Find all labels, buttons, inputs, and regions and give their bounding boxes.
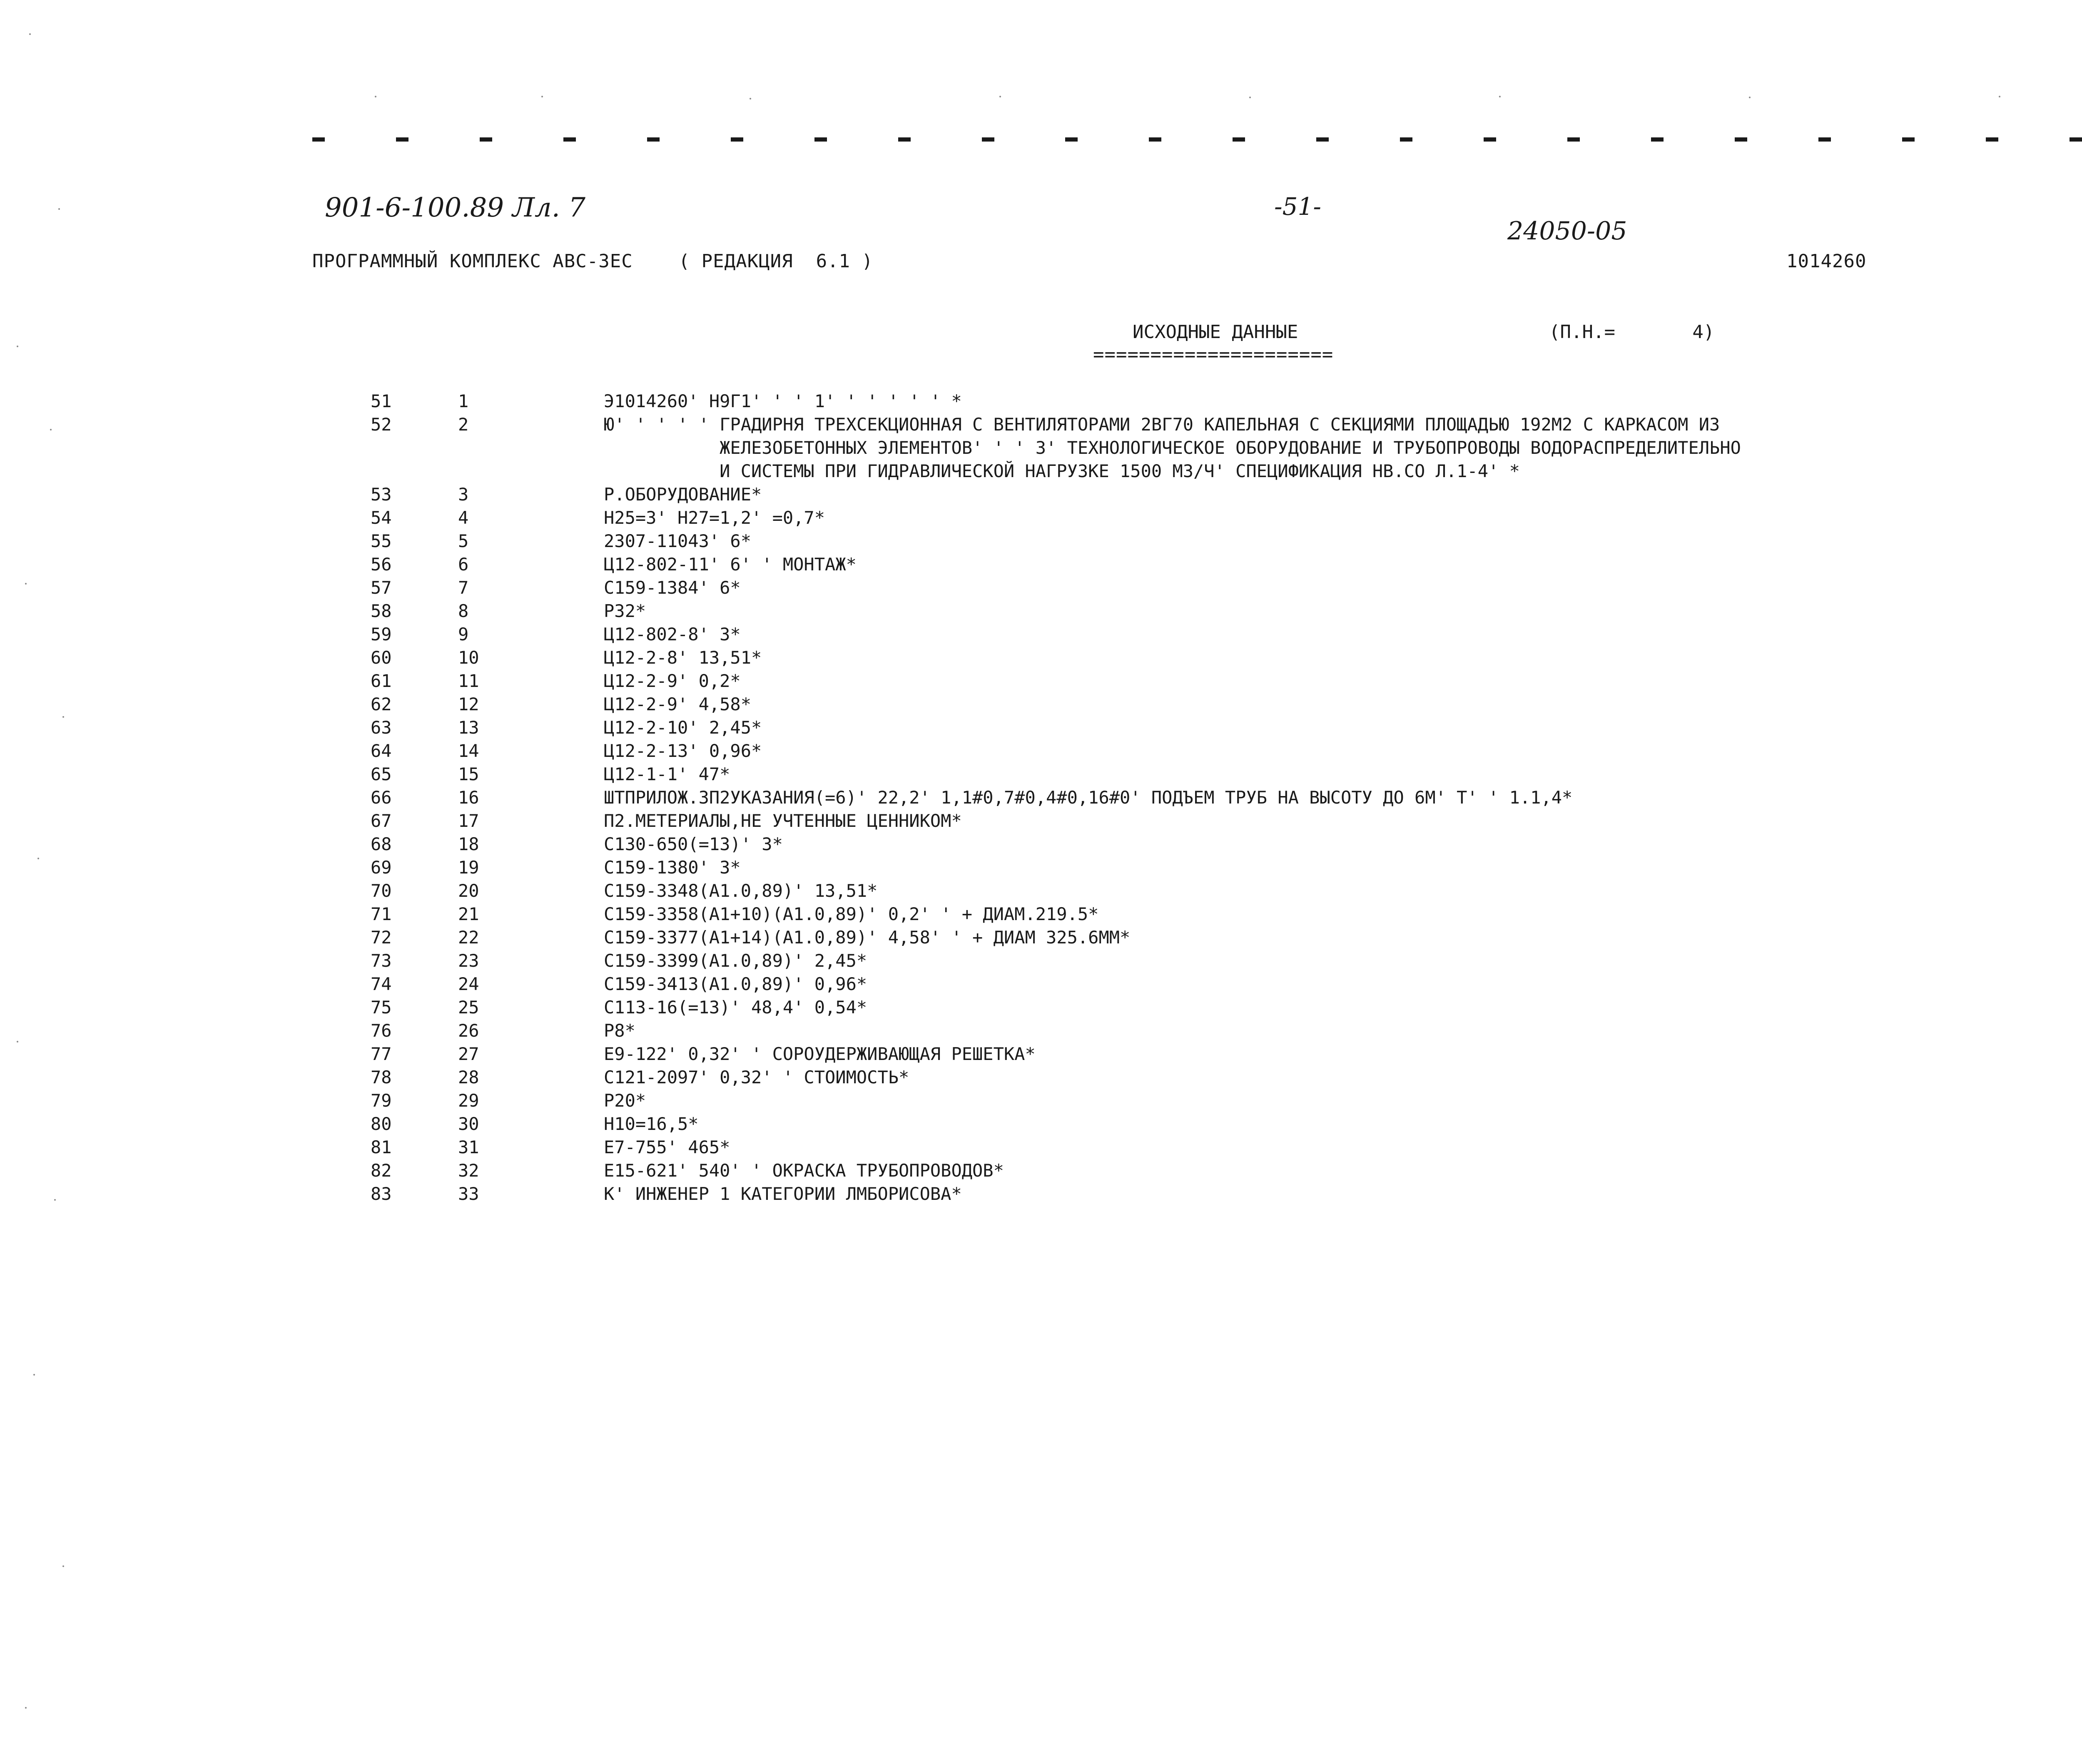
row-text bbox=[604, 833, 2082, 856]
source-data-listing bbox=[0, 390, 2082, 1206]
row-text bbox=[604, 1042, 2082, 1066]
dash-mark bbox=[898, 137, 911, 142]
scan-speck bbox=[62, 716, 64, 718]
row-index: 12 bbox=[458, 694, 479, 714]
row-text bbox=[604, 903, 2082, 926]
table-row bbox=[0, 996, 2082, 1019]
row-index: 15 bbox=[458, 764, 479, 784]
row-text-line: С113-16(=13)' 48,4' 0,54* bbox=[604, 997, 867, 1018]
row-index: 11 bbox=[458, 671, 479, 691]
row-index: 19 bbox=[458, 857, 479, 878]
row-number: 51 bbox=[371, 391, 392, 411]
dash-mark bbox=[396, 137, 408, 142]
row-index: 30 bbox=[458, 1114, 479, 1134]
row-index: 10 bbox=[458, 647, 479, 668]
table-row bbox=[0, 1019, 2082, 1042]
row-text bbox=[604, 1136, 2082, 1159]
row-text-line: С159-3377(А1+14)(А1.0,89)' 4,58' ' + ДИАМ 325.6ММ* bbox=[604, 927, 1131, 948]
row-text-line: Ц12-2-8' 13,51* bbox=[604, 647, 762, 668]
scan-speck bbox=[375, 96, 376, 97]
row-number: 71 bbox=[371, 904, 392, 924]
row-text bbox=[604, 716, 2082, 739]
table-row bbox=[0, 739, 2082, 763]
row-number: 63 bbox=[371, 717, 392, 738]
row-number: 73 bbox=[371, 950, 392, 971]
row-text bbox=[604, 693, 2082, 716]
row-text bbox=[604, 926, 2082, 949]
table-row bbox=[0, 623, 2082, 646]
scan-speck bbox=[29, 33, 31, 35]
table-row bbox=[0, 483, 2082, 506]
row-text-line: Н25=3' Н27=1,2' =0,7* bbox=[604, 508, 825, 528]
row-text bbox=[604, 739, 2082, 763]
row-text bbox=[604, 576, 2082, 600]
row-text-line: Е15-621' 540' ' ОКРАСКА ТРУБОПРОВОДОВ* bbox=[604, 1160, 1004, 1181]
dash-mark bbox=[1735, 137, 1747, 142]
dash-mark bbox=[647, 137, 660, 142]
row-index: 14 bbox=[458, 741, 479, 761]
table-row bbox=[0, 646, 2082, 669]
row-text-line: С159-3413(А1.0,89)' 0,96* bbox=[604, 974, 867, 994]
row-text bbox=[604, 600, 2082, 623]
scan-speck bbox=[541, 96, 543, 97]
row-number: 59 bbox=[371, 624, 392, 644]
row-text-line: Ц12-802-11' 6' ' МОНТАЖ* bbox=[604, 554, 857, 575]
row-number: 64 bbox=[371, 741, 392, 761]
row-number: 54 bbox=[371, 508, 392, 528]
dash-mark bbox=[1484, 137, 1496, 142]
row-index: 23 bbox=[458, 950, 479, 971]
scan-speck bbox=[25, 583, 27, 585]
row-text-line: Р32* bbox=[604, 601, 646, 621]
row-text bbox=[604, 763, 2082, 786]
scan-speck bbox=[62, 1565, 64, 1567]
row-text bbox=[604, 879, 2082, 903]
table-row bbox=[0, 833, 2082, 856]
row-text-line: С159-1384' 6* bbox=[604, 577, 741, 598]
row-text-line: ЖЕЛЕЗОБЕТОННЫХ ЭЛЕМЕНТОВ' ' ' 3' ТЕХНОЛОГИЧЕСКОЕ ОБОРУДОВАНИЕ И ТРУБОПРОВОДЫ ВОДОРАСПРЕДЕЛИТЕЛЬНО bbox=[604, 438, 1741, 458]
row-index: 26 bbox=[458, 1020, 479, 1041]
scan-speck bbox=[33, 1374, 35, 1376]
row-text bbox=[604, 996, 2082, 1019]
row-text-line: Ц12-2-9' 0,2* bbox=[604, 671, 741, 691]
scan-speck bbox=[17, 346, 18, 347]
dash-mark bbox=[1986, 137, 1998, 142]
table-row bbox=[0, 949, 2082, 973]
row-number: 67 bbox=[371, 811, 392, 831]
row-number: 56 bbox=[371, 554, 392, 575]
table-row bbox=[0, 506, 2082, 530]
program-header: ПРОГРАММНЫЙ КОМПЛЕКС АВС-3ЕС ( РЕДАКЦИЯ 6.1 ) bbox=[312, 251, 874, 272]
row-text bbox=[604, 856, 2082, 879]
row-index: 9 bbox=[458, 624, 469, 644]
top-dash-line bbox=[312, 137, 2082, 146]
row-text bbox=[604, 949, 2082, 973]
row-text bbox=[604, 506, 2082, 530]
title-underline: ===================== bbox=[1093, 344, 1334, 365]
table-row bbox=[0, 390, 2082, 413]
row-text bbox=[604, 1112, 2082, 1136]
row-text-line: И СИСТЕМЫ ПРИ ГИДРАВЛИЧЕСКОЙ НАГРУЗКЕ 1500 М3/Ч' СПЕЦИФИКАЦИЯ НВ.СО Л.1-4' * bbox=[604, 461, 1520, 481]
scan-speck bbox=[1999, 96, 2000, 97]
row-text bbox=[604, 1066, 2082, 1089]
row-number: 83 bbox=[371, 1184, 392, 1204]
scan-speck bbox=[25, 1707, 27, 1709]
row-number: 81 bbox=[371, 1137, 392, 1157]
dash-mark bbox=[1902, 137, 1915, 142]
row-index: 25 bbox=[458, 997, 479, 1018]
handwritten-doc-code: 901-6-100.89 Лл. 7 bbox=[325, 192, 585, 223]
row-text-line: Ц12-802-8' 3* bbox=[604, 624, 741, 644]
row-index: 6 bbox=[458, 554, 469, 575]
row-index: 21 bbox=[458, 904, 479, 924]
row-text-line: Е7-755' 465* bbox=[604, 1137, 730, 1157]
scan-speck bbox=[1749, 97, 1751, 98]
row-text-line: С159-3399(А1.0,89)' 2,45* bbox=[604, 950, 867, 971]
dash-mark bbox=[814, 137, 827, 142]
row-index: 13 bbox=[458, 717, 479, 738]
dash-mark bbox=[1149, 137, 1161, 142]
row-text-line: К' ИНЖЕНЕР 1 КАТЕГОРИИ ЛМБОРИСОВА* bbox=[604, 1184, 962, 1204]
section-title: ИСХОДНЫЕ ДАННЫЕ bbox=[1133, 321, 1298, 343]
row-number: 70 bbox=[371, 881, 392, 901]
row-number: 53 bbox=[371, 484, 392, 505]
dash-mark bbox=[1818, 137, 1831, 142]
row-number: 58 bbox=[371, 601, 392, 621]
table-row bbox=[0, 903, 2082, 926]
row-number: 79 bbox=[371, 1090, 392, 1111]
table-row bbox=[0, 553, 2082, 576]
table-row bbox=[0, 763, 2082, 786]
row-text bbox=[604, 646, 2082, 669]
row-index: 22 bbox=[458, 927, 479, 948]
row-text-line: ШТПРИЛОЖ.3П2УКАЗАНИЯ(=6)' 22,2' 1,1#0,7#0,4#0,16#0' ПОДЪЕМ ТРУБ НА ВЫСОТУ ДО 6М' Т' ' 1.1,4* bbox=[604, 787, 1573, 808]
row-text bbox=[604, 553, 2082, 576]
scan-speck bbox=[1249, 97, 1251, 98]
row-text-line: 2307-11043' 6* bbox=[604, 531, 752, 551]
dash-mark bbox=[1400, 137, 1412, 142]
row-index: 28 bbox=[458, 1067, 479, 1087]
row-number: 82 bbox=[371, 1160, 392, 1181]
row-number: 65 bbox=[371, 764, 392, 784]
table-row bbox=[0, 1042, 2082, 1066]
row-text-line: С159-3358(А1+10)(А1.0,89)' 0,2' ' + ДИАМ.219.5* bbox=[604, 904, 1099, 924]
row-number: 78 bbox=[371, 1067, 392, 1087]
page-param: (П.Н.= 4) bbox=[1549, 321, 1715, 343]
row-text-line: Н10=16,5* bbox=[604, 1114, 699, 1134]
row-index: 3 bbox=[458, 484, 469, 505]
row-text bbox=[604, 973, 2082, 996]
row-text-line: С121-2097' 0,32' ' СТОИМОСТЬ* bbox=[604, 1067, 909, 1087]
table-row bbox=[0, 1182, 2082, 1206]
dash-mark bbox=[480, 137, 492, 142]
row-index: 8 bbox=[458, 601, 469, 621]
scan-speck bbox=[50, 429, 52, 430]
row-text bbox=[604, 1182, 2082, 1206]
row-index: 7 bbox=[458, 577, 469, 598]
row-index: 27 bbox=[458, 1044, 479, 1064]
row-text bbox=[604, 483, 2082, 506]
scan-speck bbox=[750, 98, 751, 100]
table-row bbox=[0, 716, 2082, 739]
row-text bbox=[604, 530, 2082, 553]
row-number: 61 bbox=[371, 671, 392, 691]
scan-speck bbox=[17, 1041, 18, 1042]
table-row bbox=[0, 1112, 2082, 1136]
row-text-line: Ц12-1-1' 47* bbox=[604, 764, 730, 784]
row-text-line: Е9-122' 0,32' ' СОРОУДЕРЖИВАЮЩАЯ РЕШЕТКА* bbox=[604, 1044, 1036, 1064]
table-row bbox=[0, 879, 2082, 903]
row-text bbox=[604, 1019, 2082, 1042]
dash-mark bbox=[1651, 137, 1664, 142]
row-number: 77 bbox=[371, 1044, 392, 1064]
row-text-line: Ц12-2-13' 0,96* bbox=[604, 741, 762, 761]
row-number: 72 bbox=[371, 927, 392, 948]
table-row bbox=[0, 1066, 2082, 1089]
scan-speck bbox=[37, 858, 39, 859]
dash-mark bbox=[1065, 137, 1078, 142]
scan-speck bbox=[54, 1199, 56, 1201]
row-text bbox=[604, 1089, 2082, 1112]
row-text-line: Э1014260' Н9Г1' ' ' 1' ' ' ' ' ' * bbox=[604, 391, 962, 411]
table-row bbox=[0, 1136, 2082, 1159]
row-text-line: Р8* bbox=[604, 1020, 635, 1041]
dash-mark bbox=[563, 137, 576, 142]
row-text-line: П2.МЕТЕРИАЛЫ,НЕ УЧТЕННЫЕ ЦЕННИКОМ* bbox=[604, 811, 962, 831]
table-row bbox=[0, 1159, 2082, 1182]
dash-mark bbox=[1567, 137, 1580, 142]
row-number: 55 bbox=[371, 531, 392, 551]
row-text-line: Р.ОБОРУДОВАНИЕ* bbox=[604, 484, 762, 505]
row-index: 29 bbox=[458, 1090, 479, 1111]
row-index: 18 bbox=[458, 834, 479, 854]
row-number: 76 bbox=[371, 1020, 392, 1041]
row-text-line: Ц12-2-10' 2,45* bbox=[604, 717, 762, 738]
row-number: 57 bbox=[371, 577, 392, 598]
row-index: 2 bbox=[458, 414, 469, 435]
table-row bbox=[0, 669, 2082, 693]
row-number: 80 bbox=[371, 1114, 392, 1134]
dash-mark bbox=[312, 137, 325, 142]
row-number: 75 bbox=[371, 997, 392, 1018]
row-text-line: С159-1380' 3* bbox=[604, 857, 741, 878]
row-text-line: Р20* bbox=[604, 1090, 646, 1111]
table-row bbox=[0, 1089, 2082, 1112]
row-index: 5 bbox=[458, 531, 469, 551]
scan-speck bbox=[999, 96, 1001, 97]
dash-mark bbox=[1233, 137, 1245, 142]
row-text-line: Ц12-2-9' 4,58* bbox=[604, 694, 752, 714]
row-number: 52 bbox=[371, 414, 392, 435]
row-index: 32 bbox=[458, 1160, 479, 1181]
row-text-line: Ю' ' ' ' ' ГРАДИРНЯ ТРЕХСЕКЦИОННАЯ С ВЕНТИЛЯТОРАМИ 2ВГ70 КАПЕЛЬНАЯ С СЕКЦИЯМИ ПЛОЩАДЬЮ 192М2 С КАРКАСОМ ИЗ bbox=[604, 414, 1720, 435]
dash-mark bbox=[1316, 137, 1329, 142]
row-index: 24 bbox=[458, 974, 479, 994]
row-text bbox=[604, 390, 2082, 413]
row-index: 4 bbox=[458, 508, 469, 528]
table-row bbox=[0, 693, 2082, 716]
row-text-line: С159-3348(А1.0,89)' 13,51* bbox=[604, 881, 878, 901]
row-index: 31 bbox=[458, 1137, 479, 1157]
row-number: 68 bbox=[371, 834, 392, 854]
scan-speck bbox=[58, 208, 60, 210]
row-index: 20 bbox=[458, 881, 479, 901]
dash-mark bbox=[731, 137, 743, 142]
row-text bbox=[604, 413, 2082, 483]
row-text bbox=[604, 623, 2082, 646]
table-row bbox=[0, 926, 2082, 949]
row-number: 74 bbox=[371, 974, 392, 994]
row-text bbox=[604, 809, 2082, 833]
row-number: 60 bbox=[371, 647, 392, 668]
page-number: -51- bbox=[1274, 192, 1321, 221]
dash-mark bbox=[2070, 137, 2082, 142]
row-index: 16 bbox=[458, 787, 479, 808]
row-index: 1 bbox=[458, 391, 469, 411]
row-text bbox=[604, 669, 2082, 693]
row-number: 62 bbox=[371, 694, 392, 714]
header-code: 1014260 bbox=[1786, 251, 1867, 272]
row-text bbox=[604, 1159, 2082, 1182]
table-row bbox=[0, 809, 2082, 833]
table-row bbox=[0, 530, 2082, 553]
row-index: 33 bbox=[458, 1184, 479, 1204]
table-row bbox=[0, 786, 2082, 809]
dash-mark bbox=[982, 137, 994, 142]
album-code: 24050-05 bbox=[1507, 216, 1627, 246]
table-row bbox=[0, 576, 2082, 600]
table-row bbox=[0, 600, 2082, 623]
table-row bbox=[0, 856, 2082, 879]
row-number: 66 bbox=[371, 787, 392, 808]
table-row bbox=[0, 413, 2082, 483]
scan-speck bbox=[1499, 96, 1501, 97]
row-text bbox=[604, 786, 2082, 809]
table-row bbox=[0, 973, 2082, 996]
row-text-line: С130-650(=13)' 3* bbox=[604, 834, 783, 854]
row-number: 69 bbox=[371, 857, 392, 878]
row-index: 17 bbox=[458, 811, 479, 831]
